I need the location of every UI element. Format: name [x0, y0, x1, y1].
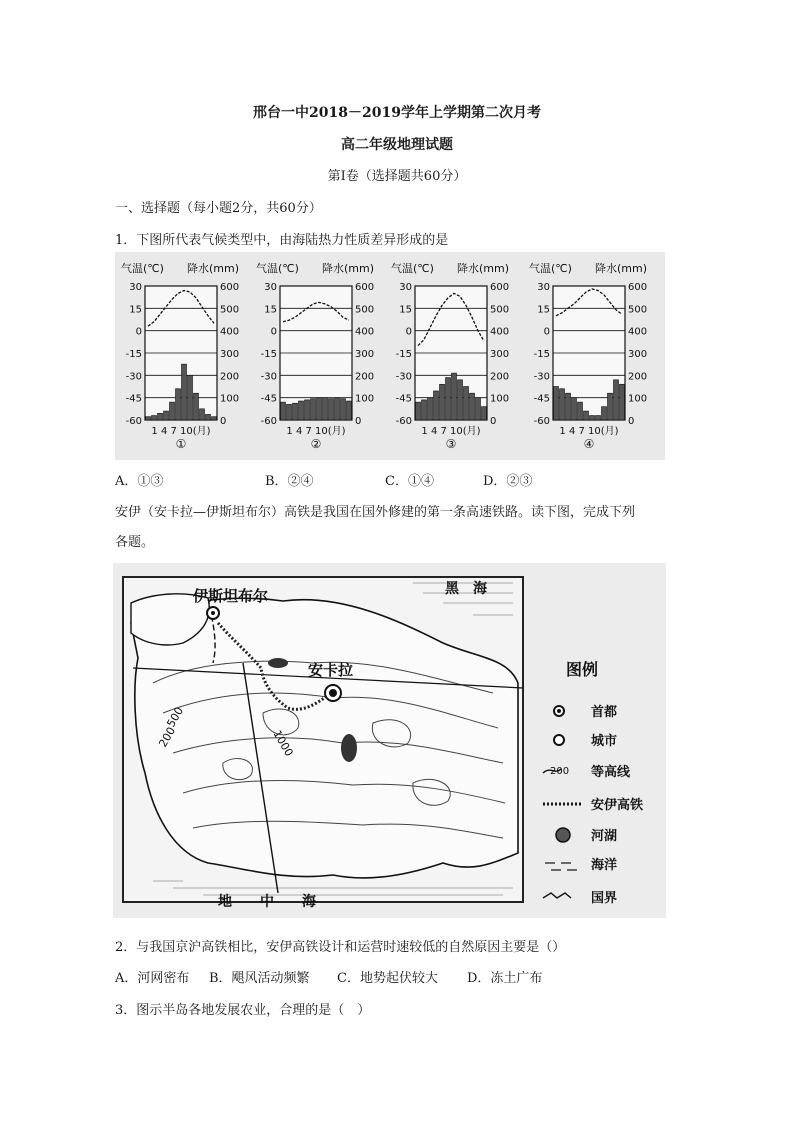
q1-option-b[interactable]: B．②④	[265, 474, 314, 489]
precipitation-bar	[434, 391, 439, 420]
climate-charts-panel	[115, 252, 665, 460]
legend-border: 国界	[591, 891, 618, 906]
precipitation-bar	[323, 398, 328, 420]
precipitation-bar	[590, 416, 595, 420]
precipitation-tick-label: 200	[355, 371, 375, 383]
precipitation-bar	[464, 387, 469, 421]
temperature-axis-title: 气温(℃)	[529, 262, 572, 275]
q2-option-b[interactable]: B．飓风活动频繁	[209, 971, 310, 986]
temperature-tick-label: 15	[537, 304, 550, 316]
precipitation-bar	[428, 398, 433, 420]
precipitation-bar	[299, 401, 304, 420]
legend-lake: 河湖	[591, 829, 618, 844]
precipitation-bar	[194, 393, 199, 420]
turkey-map-panel	[113, 563, 666, 918]
precipitation-tick-label: 400	[490, 326, 510, 338]
temperature-tick-label: 0	[135, 326, 142, 338]
temperature-axis-title: 气温(℃)	[121, 262, 164, 275]
precipitation-bar	[335, 398, 340, 420]
precipitation-bar	[152, 416, 157, 420]
legend-border-symbol	[543, 893, 571, 898]
precipitation-tick-label: 100	[628, 393, 648, 405]
temperature-tick-label: -15	[395, 349, 412, 360]
precipitation-bar	[440, 384, 445, 420]
temperature-tick-label: 0	[543, 326, 550, 338]
precipitation-tick-label: 500	[355, 304, 375, 316]
lake	[341, 734, 357, 762]
temperature-tick-label: -45	[260, 393, 277, 405]
section-heading: 第Ⅰ卷（选择题共60分）	[327, 169, 467, 184]
temperature-tick-label: -15	[125, 349, 142, 360]
precipitation-bar	[446, 378, 451, 420]
sakarya-river	[268, 658, 288, 668]
temperature-tick-label: 15	[129, 304, 142, 316]
precipitation-tick-label: 300	[355, 349, 375, 360]
temperature-tick-label: 30	[129, 282, 142, 293]
precipitation-tick-label: 200	[628, 371, 648, 383]
mediterranean-label: 地 中 海	[218, 894, 316, 910]
precipitation-tick-label: 500	[490, 304, 510, 316]
precipitation-tick-label: 0	[490, 416, 497, 427]
precipitation-tick-label: 300	[490, 349, 510, 360]
legend-title: 图例	[566, 660, 599, 679]
question-1-stem: 1．下图所代表气候类型中，由海陆热力性质差异形成的是	[115, 233, 449, 248]
precipitation-bar	[311, 399, 316, 420]
precipitation-tick-label: 600	[220, 282, 240, 293]
precipitation-bar	[176, 389, 181, 420]
ankara-label: 安卡拉	[308, 661, 354, 679]
temperature-tick-label: 0	[270, 326, 277, 338]
precipitation-tick-label: 0	[220, 416, 227, 427]
precipitation-axis-title: 降水(mm)	[594, 262, 647, 275]
temperature-tick-label: -60	[125, 416, 142, 427]
intro-line-1: 安伊（安卡拉—伊斯坦布尔）高铁是我国在国外修建的第一条高速铁路。读下图，完成下列	[115, 505, 636, 520]
precipitation-bar	[170, 402, 175, 420]
contour-label-500: 500	[164, 704, 187, 730]
precipitation-bar	[182, 364, 187, 420]
q1-option-a[interactable]: A．①③	[115, 474, 164, 489]
precipitation-bar	[422, 400, 427, 420]
temperature-tick-label: -60	[395, 416, 412, 427]
legend-contour: 等高线	[591, 765, 631, 780]
precipitation-bar	[458, 380, 463, 420]
precipitation-tick-label: 200	[490, 371, 510, 383]
precipitation-tick-label: 100	[220, 393, 240, 405]
istanbul-label: 伊斯坦布尔	[193, 587, 269, 605]
temperature-tick-label: 30	[264, 282, 277, 293]
precipitation-tick-label: 0	[628, 416, 635, 427]
precipitation-bar	[212, 417, 217, 420]
month-tick-labels: 1 4 7 10(月)	[421, 426, 481, 437]
precipitation-bar	[305, 400, 310, 420]
q2-option-c[interactable]: C．地势起伏较大	[337, 971, 438, 986]
exam-title: 邢台一中2018－2019学年上学期第二次月考	[253, 105, 541, 121]
contour-label-1000: 1000	[270, 728, 296, 759]
part-heading: 一、选择题（每小题2分，共60分）	[115, 201, 322, 216]
temperature-tick-label: -60	[260, 416, 277, 427]
precipitation-tick-label: 400	[628, 326, 648, 338]
intro-line-2: 各题。	[115, 535, 155, 550]
chart-number-label: ①	[175, 437, 187, 451]
precipitation-bar	[416, 402, 421, 420]
precipitation-bar	[200, 409, 205, 420]
precipitation-tick-label: 600	[490, 282, 510, 293]
precipitation-bar	[341, 399, 346, 420]
exam-subtitle: 高二年级地理试题	[341, 137, 453, 153]
precipitation-tick-label: 500	[628, 304, 648, 316]
precipitation-bar	[317, 398, 322, 420]
precipitation-tick-label: 400	[220, 326, 240, 338]
precipitation-bar	[578, 402, 583, 420]
precipitation-bar	[287, 404, 292, 420]
precipitation-axis-title: 降水(mm)	[186, 262, 239, 275]
precipitation-bar	[347, 401, 352, 420]
month-tick-labels: 1 4 7 10(月)	[151, 426, 211, 437]
temperature-tick-label: -30	[260, 371, 277, 383]
temperature-tick-label: -60	[533, 416, 550, 427]
precipitation-bar	[164, 411, 169, 420]
question-3-stem: 3．图示半岛各地发展农业，合理的是（ ）	[115, 1003, 371, 1018]
precipitation-bar	[614, 380, 619, 420]
precipitation-bar	[470, 393, 475, 420]
temperature-tick-label: 30	[399, 282, 412, 293]
precipitation-bar	[596, 416, 601, 420]
legend-ocean-symbol	[545, 863, 577, 870]
temperature-tick-label: -30	[533, 371, 550, 383]
temperature-tick-label: -30	[125, 371, 142, 383]
legend-contour-value: 200	[550, 766, 570, 777]
legend-ocean: 海洋	[591, 858, 618, 873]
precipitation-bar	[566, 393, 571, 420]
q1-option-d[interactable]: D．②③	[483, 474, 533, 489]
precipitation-bar	[293, 403, 298, 420]
temperature-tick-label: -45	[395, 393, 412, 405]
precipitation-tick-label: 100	[490, 393, 510, 405]
precipitation-bar	[281, 402, 286, 420]
precipitation-axis-title: 降水(mm)	[456, 262, 509, 275]
temperature-tick-label: 0	[405, 326, 412, 338]
contour-label-200: 200	[156, 724, 179, 750]
chart-number-label: ④	[583, 437, 595, 451]
legend-capital: 首都	[591, 705, 618, 720]
precipitation-bar	[329, 399, 334, 420]
legend-city-symbol	[554, 735, 564, 745]
question-2-stem: 2．与我国京沪高铁相比，安伊高铁设计和运营时速较低的自然原因主要是（）	[115, 940, 566, 955]
temperature-axis-title: 气温(℃)	[391, 262, 434, 275]
temperature-tick-label: 15	[399, 304, 412, 316]
precipitation-bar	[572, 398, 577, 420]
precipitation-bar	[602, 407, 607, 420]
precipitation-tick-label: 600	[628, 282, 648, 293]
q1-option-c[interactable]: C．①④	[385, 474, 434, 489]
precipitation-tick-label: 200	[220, 371, 240, 383]
precipitation-bar	[584, 411, 589, 420]
climate-charts	[115, 252, 665, 460]
chart-number-label: ③	[445, 437, 457, 451]
precipitation-bar	[158, 413, 163, 420]
precipitation-tick-label: 400	[355, 326, 375, 338]
precipitation-axis-title: 降水(mm)	[321, 262, 374, 275]
legend-railway: 安伊高铁	[591, 798, 644, 813]
precipitation-tick-label: 300	[628, 349, 648, 360]
precipitation-bar	[608, 393, 613, 420]
precipitation-bar	[476, 398, 481, 420]
precipitation-bar	[206, 414, 211, 420]
q2-option-a[interactable]: A．河网密布	[115, 971, 190, 986]
precipitation-tick-label: 500	[220, 304, 240, 316]
precipitation-tick-label: 0	[355, 416, 362, 427]
precipitation-tick-label: 100	[355, 393, 375, 405]
temperature-tick-label: 15	[264, 304, 277, 316]
chart-number-label: ②	[310, 437, 322, 451]
temperature-tick-label: -30	[395, 371, 412, 383]
precipitation-bar	[482, 407, 487, 420]
legend-lake-symbol	[556, 828, 570, 842]
month-tick-labels: 1 4 7 10(月)	[286, 426, 346, 437]
precipitation-bar	[452, 373, 457, 420]
turkey-map	[113, 563, 666, 918]
precipitation-tick-label: 600	[355, 282, 375, 293]
precipitation-bar	[554, 387, 559, 421]
precipitation-bar	[560, 389, 565, 420]
precipitation-tick-label: 300	[220, 349, 240, 360]
month-tick-labels: 1 4 7 10(月)	[559, 426, 619, 437]
temperature-tick-label: 30	[537, 282, 550, 293]
q2-option-d[interactable]: D．冻土广布	[467, 971, 543, 986]
temperature-tick-label: -45	[125, 393, 142, 405]
legend-city: 城市	[591, 734, 618, 749]
temperature-axis-title: 气温(℃)	[256, 262, 299, 275]
precipitation-bar	[620, 384, 625, 420]
temperature-tick-label: -45	[533, 393, 550, 405]
precipitation-bar	[146, 417, 151, 420]
precipitation-bar	[188, 375, 193, 420]
black-sea-label: 黑 海	[445, 581, 487, 597]
temperature-tick-label: -15	[260, 349, 277, 360]
temperature-tick-label: -15	[533, 349, 550, 360]
